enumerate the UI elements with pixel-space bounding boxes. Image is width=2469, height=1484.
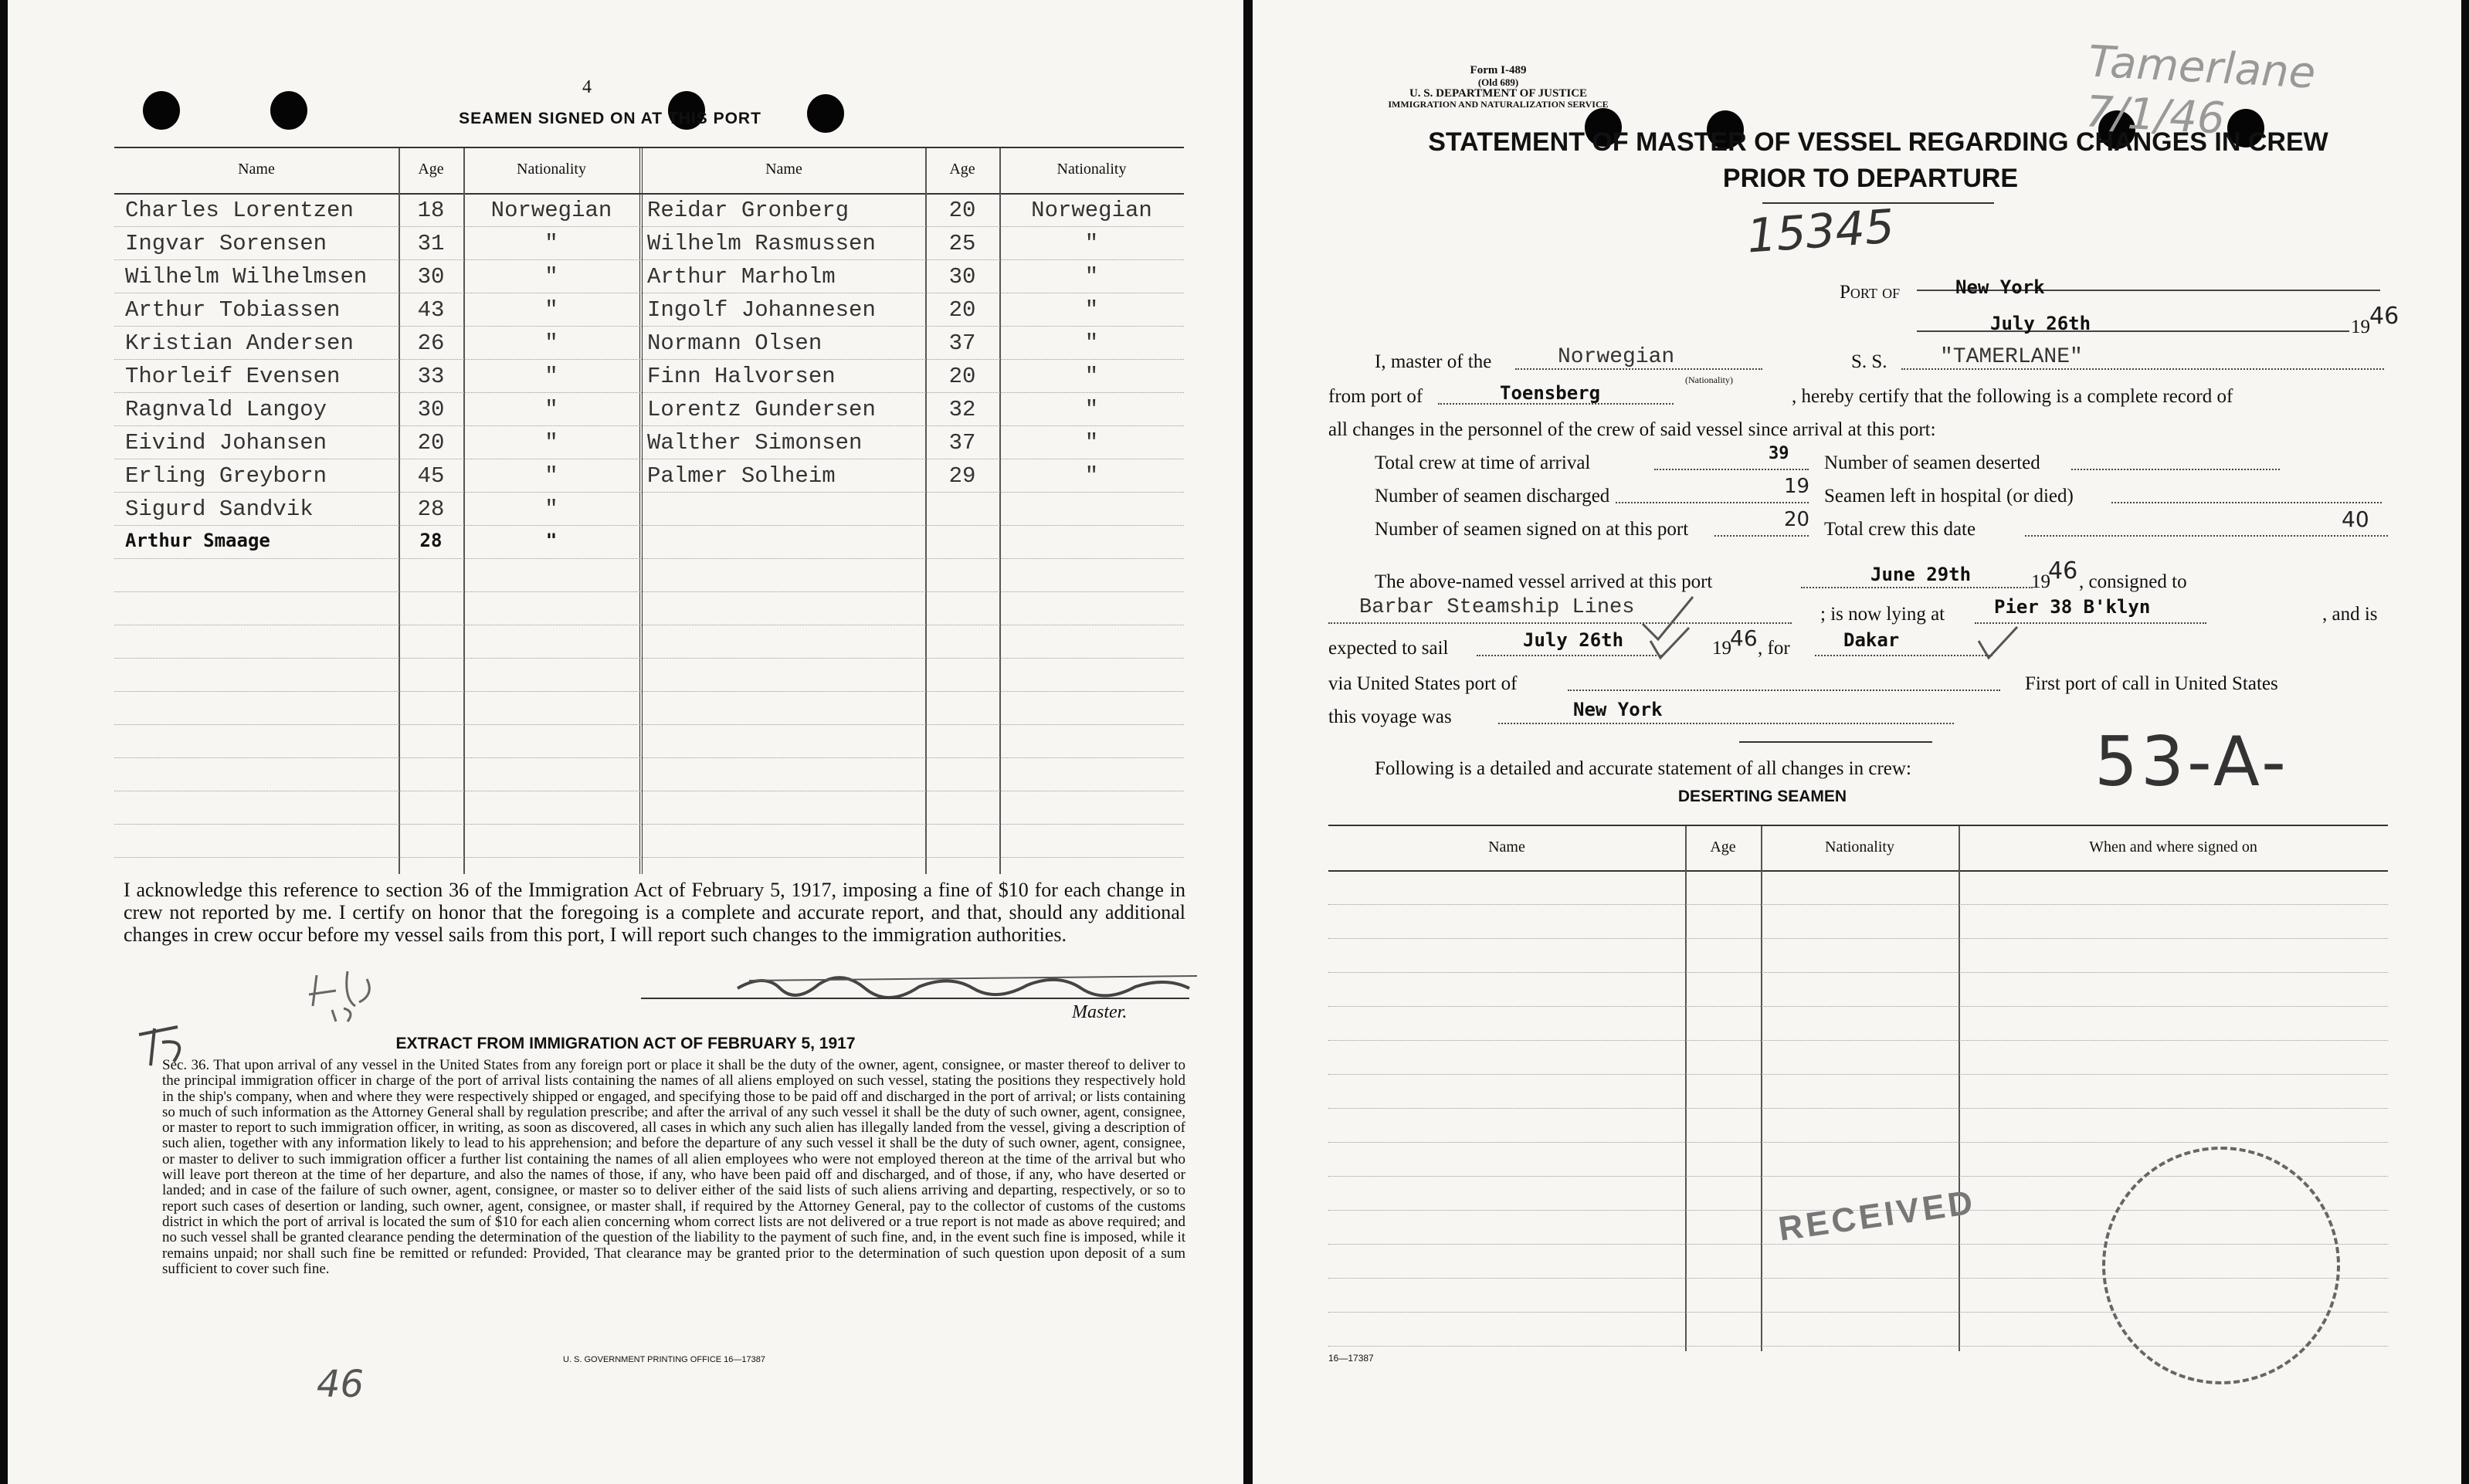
divider	[1959, 826, 1960, 1351]
form-subtitle: PRIOR TO DEPARTURE	[1722, 164, 2019, 193]
row-divider	[114, 326, 1184, 327]
seaman-nationality: "	[544, 397, 558, 422]
seaman-age: 33	[417, 364, 445, 389]
seaman-age: 30	[417, 264, 445, 290]
row-divider	[1328, 904, 2388, 905]
arrived-year-prefix: 19	[2031, 571, 2050, 592]
row-divider	[114, 591, 1184, 592]
extract-text: Sec. 36. That upon arrival of any vessel in the United States from any foreign port or place it shall be the duty of the owner, agent, consignee, or master thereof to deliver to the principal immigration officer in charge of the port of arrival lists containing the names of all aliens employed on such vessel, stating the positions they respectively hold in the ship's company, when and where they were respectively shipped or engaged, and specifying those to be paid off and discharged in the port of arrival; or lists containing so much of such information as the Attorney General shall by regulation prescribe; and after the arrival of any such vessel it shall be the duty of such owner, agent, consignee, or master to report to such immigration officer, in writing, as soon as discovered, all cases in which any such alien has illegally landed from the vessel, giving a description of such alien, together with any information likely to lead to his apprehension; and before the departure of any such vessel it shall be the duty of such owner, agent, consignee, or master to deliver to such immigration officer a further list containing the names of all alien employees who were not employed thereon at the time of the arrival but who will leave port thereon at the time of her departure, and also the names of those, if any, who have been paid off and discharged, and of those, if any, who have deserted or landed; and in case of the failure of such owner, agent, consignee, or master so to deliver either of the said lists of such aliens arriving and departing, respectively, or so to report such cases of desertion or landing, such owner, agent, consignee, or master shall, if required by the Attorney General, pay to the collector of customs of the customs district in which the port of arrival is located the sum of $10 for each alien concerning whom correct lists are not delivered or a true report is not made as above required; and no such vessel shall be granted clearance pending the determination of the question of the liability to the payment of such fine, and, in the event such fine is imposed, while it remains unpaid; nor shall such fine be remitted or refunded: Provided, That clearance may be granted prior to the determination of such question upon deposit of a sum sufficient to cover such fine.	[162, 1057, 1185, 1277]
punch-hole	[270, 91, 307, 130]
seaman-age: 28	[419, 530, 443, 551]
from-port-value: Toensberg	[1500, 382, 1601, 404]
seaman-age: 20	[417, 430, 445, 456]
nationality-caption: (Nationality)	[1685, 374, 1733, 385]
col-header-age: Age	[949, 161, 975, 178]
form-old-number: (Old 689)	[1477, 76, 1519, 88]
divider	[999, 148, 1001, 874]
seaman-age: 26	[417, 330, 445, 356]
row-divider	[114, 658, 1184, 659]
divider	[1761, 826, 1762, 1351]
page-title: SEAMEN SIGNED ON AT THIS PORT	[459, 110, 761, 127]
seaman-name: Charles Lorentzen	[125, 198, 354, 223]
lying-value: Pier 38 B'klyn	[1994, 596, 2151, 618]
leader	[2071, 469, 2280, 470]
col-header-nationality: Nationality	[517, 161, 586, 178]
voyage-value: New York	[1573, 699, 1663, 720]
extract-title: EXTRACT FROM IMMIGRATION ACT OF FEBRUARY 5, 1917	[395, 1035, 856, 1052]
row-divider	[1328, 1040, 2388, 1041]
for-label: , for	[1758, 638, 1790, 659]
handwritten-corner: Tamerlane 7/1/46	[2084, 36, 2317, 144]
discharged-label: Number of seamen discharged	[1375, 486, 1610, 507]
certify-text: , hereby certify that the following is a complete record of	[1792, 386, 2233, 407]
row-divider	[1328, 1006, 2388, 1007]
consignee: Barbar Steamship Lines	[1359, 596, 1635, 619]
seaman-age: 37	[948, 430, 976, 456]
seaman-name: Thorleif Evensen	[125, 364, 341, 389]
seaman-name: Ingvar Sorensen	[125, 231, 327, 256]
row-divider	[114, 724, 1184, 725]
seaman-age: 30	[417, 397, 445, 422]
stamp-text: RECEIVED	[1775, 1183, 1979, 1249]
total-crew-arrival-label: Total crew at time of arrival	[1375, 452, 1591, 473]
date-year: 46	[2369, 303, 2399, 330]
handwritten-code: 53-A-	[2094, 722, 2289, 801]
master-label: Master.	[1072, 1002, 1128, 1022]
seaman-nationality: "	[545, 530, 558, 551]
row-divider	[1328, 1142, 2388, 1143]
total-crew-date-value: 40	[2342, 507, 2369, 532]
seaman-nationality: "	[544, 297, 558, 323]
master-of-label: I, master of the	[1375, 351, 1492, 372]
row-divider	[1328, 972, 2388, 973]
seaman-age: 20	[948, 364, 976, 389]
seaman-age: 37	[948, 330, 976, 356]
first-port-label: First port of call in United States	[2025, 673, 2278, 694]
seaman-age: 25	[948, 231, 976, 256]
seaman-age: 32	[948, 397, 976, 422]
seaman-name: Erling Greyborn	[125, 463, 327, 489]
seaman-age: 45	[417, 463, 445, 489]
seaman-nationality: Norwegian	[1031, 198, 1152, 223]
check-mark	[1647, 625, 1693, 664]
discharged-value: 19	[1784, 475, 1810, 498]
seaman-nationality: "	[1084, 297, 1099, 323]
service: IMMIGRATION AND NATURALIZATION SERVICE	[1388, 99, 1609, 110]
handwritten-bottom: 46	[317, 1363, 365, 1406]
col-header-when-where: When and where signed on	[2089, 839, 2257, 856]
arrived-year: 46	[2048, 557, 2078, 584]
following-text: Following is a detailed and accurate statement of all changes in crew:	[1375, 758, 1911, 779]
leader	[1654, 469, 1809, 470]
ship-name: "TAMERLANE"	[1940, 345, 2083, 369]
seaman-nationality: "	[544, 463, 558, 489]
row-divider	[114, 558, 1184, 559]
row-divider	[114, 824, 1184, 825]
section-rule	[1739, 741, 1932, 743]
seaman-age: 18	[417, 198, 445, 223]
master-signature	[734, 965, 1228, 1011]
seaman-name: Walther Simonsen	[647, 430, 863, 456]
seaman-nationality: Norwegian	[490, 198, 612, 223]
row-divider	[114, 857, 1184, 858]
row-divider	[114, 259, 1184, 260]
handwritten-initials	[301, 964, 394, 1025]
all-changes-text: all changes in the personnel of the crew of said vessel since arrival at this port:	[1328, 419, 1936, 440]
seaman-name: Eivind Johansen	[125, 430, 327, 456]
printing-office: U. S. GOVERNMENT PRINTING OFFICE 16—17387	[562, 1355, 766, 1364]
and-is-text: , and is	[2322, 604, 2378, 625]
handwritten-number: 15345	[1745, 199, 1897, 264]
seaman-age: 31	[417, 231, 445, 256]
seaman-name: Wilhelm Rasmussen	[647, 231, 876, 256]
seaman-nationality: "	[1084, 264, 1099, 290]
destination-line	[1815, 655, 1992, 656]
sail-year: 46	[1730, 625, 1758, 651]
signed-on-value: 20	[1784, 508, 1810, 531]
port-value: New York	[1955, 276, 2045, 298]
seaman-name: Arthur Tobiassen	[125, 297, 341, 323]
divider	[925, 148, 927, 874]
leader	[1714, 535, 1809, 537]
seaman-age: 20	[948, 198, 976, 223]
seaman-age: 43	[417, 297, 445, 323]
signed-on-label: Number of seamen signed on at this port	[1375, 519, 1689, 540]
seaman-name: Arthur Smaage	[125, 530, 270, 551]
acknowledgement-text: I acknowledge this reference to section 36 of the Immigration Act of February 5, 1917, imposing a fine of $10 for each change in crew not reported by me. I certify on honor that the foregoing is a complete and accurate report, and that, should any additional changes in crew occur before my vessel sails from this port, I will report such changes to the immigration authorities.	[124, 879, 1185, 946]
consigned-text: , consigned to	[2079, 571, 2187, 592]
date-value: July 26th	[1990, 313, 2091, 334]
row-divider	[114, 691, 1184, 692]
from-port-label: from port of	[1328, 386, 1423, 407]
via-label: via United States port of	[1328, 673, 1518, 694]
seaman-nationality: "	[544, 330, 558, 356]
via-line	[1568, 689, 2000, 691]
seaman-name: Palmer Solheim	[647, 463, 836, 489]
row-divider	[114, 525, 1184, 526]
sail-date: July 26th	[1523, 629, 1624, 651]
seaman-nationality: "	[544, 264, 558, 290]
row-divider	[1328, 1108, 2388, 1109]
seaman-age: 29	[948, 463, 976, 489]
form-number: Form I-489	[1470, 64, 1527, 76]
date-line	[1917, 330, 2349, 332]
row-divider	[114, 492, 1184, 493]
row-divider	[1328, 938, 2388, 939]
seaman-age: 30	[948, 264, 976, 290]
seaman-name: Sigurd Sandvik	[125, 496, 314, 522]
seaman-nationality: "	[1084, 430, 1099, 456]
seaman-nationality: "	[1084, 231, 1099, 256]
row-divider	[114, 359, 1184, 360]
check-mark	[1975, 624, 2021, 662]
seaman-nationality: "	[1084, 330, 1099, 356]
seaman-name: Reidar Gronberg	[647, 198, 850, 223]
row-divider	[114, 425, 1184, 426]
sail-year-prefix: 19	[1712, 638, 1731, 659]
port-label: Port of	[1840, 282, 1901, 303]
seaman-name: Ingolf Johannesen	[647, 297, 876, 323]
seaman-name: Wilhelm Wilhelmsen	[125, 264, 368, 290]
left-page	[8, 0, 1243, 1484]
deserted-label: Number of seamen deserted	[1824, 452, 2040, 473]
date-year-prefix: 19	[2351, 317, 2370, 337]
page-number: 4	[582, 77, 592, 97]
seaman-name: Lorentz Gundersen	[647, 397, 876, 422]
ss-label: S. S.	[1851, 351, 1887, 372]
col-header-name: Name	[238, 161, 275, 178]
seaman-name: Arthur Marholm	[647, 264, 836, 290]
seaman-nationality: "	[544, 496, 558, 522]
punch-hole	[143, 91, 180, 130]
expected-label: expected to sail	[1328, 638, 1449, 659]
signed-on-table	[114, 147, 1184, 874]
sail-date-line	[1477, 655, 1662, 656]
row-divider	[114, 392, 1184, 393]
total-crew-arrival-value: 39	[1769, 444, 1789, 463]
seaman-nationality: "	[1084, 397, 1099, 422]
arrived-text: The above-named vessel arrived at this port	[1375, 571, 1713, 592]
signature-line	[641, 998, 1189, 999]
seaman-age: 20	[948, 297, 976, 323]
col-header-name: Name	[765, 161, 802, 178]
seaman-nationality: "	[544, 364, 558, 389]
arrived-date: June 29th	[1870, 564, 1972, 585]
deserting-title: DESERTING SEAMEN	[1677, 788, 1847, 805]
col-header-name: Name	[1488, 839, 1525, 856]
seaman-nationality: "	[1084, 463, 1099, 489]
leader	[1616, 502, 1809, 503]
leader	[2111, 502, 2382, 503]
destination: Dakar	[1843, 629, 1900, 651]
arrival-line	[1801, 587, 2033, 588]
form-title: STATEMENT OF MASTER OF VESSEL REGARDING CHANGES IN CREW	[1428, 127, 2328, 157]
consignee-line	[1328, 622, 1792, 624]
row-divider	[114, 757, 1184, 758]
voyage-label: this voyage was	[1328, 706, 1452, 727]
seaman-nationality: "	[1084, 364, 1099, 389]
seaman-nationality: "	[544, 231, 558, 256]
divider	[639, 148, 643, 874]
received-stamp	[2102, 1147, 2340, 1384]
seaman-name: Kristian Andersen	[125, 330, 354, 356]
seaman-name: Normann Olsen	[647, 330, 822, 356]
seaman-age: 28	[417, 496, 445, 522]
leader	[2025, 535, 2388, 537]
nationality-value: Norwegian	[1558, 345, 1675, 369]
row-divider	[1328, 1074, 2388, 1075]
department: U. S. DEPARTMENT OF JUSTICE	[1409, 87, 1588, 100]
lying-text: ; is now lying at	[1820, 604, 1945, 625]
col-header-nationality: Nationality	[1825, 839, 1894, 856]
seaman-name: Finn Halvorsen	[647, 364, 836, 389]
footer-code: 16—17387	[1328, 1353, 1374, 1364]
voyage-line	[1498, 723, 1954, 724]
right-page	[1253, 0, 2461, 1484]
divider	[1685, 826, 1687, 1351]
seaman-nationality: "	[544, 430, 558, 456]
hospital-label: Seamen left in hospital (or died)	[1824, 486, 2074, 507]
total-crew-date-label: Total crew this date	[1824, 519, 1976, 540]
row-divider	[114, 226, 1184, 227]
col-header-age: Age	[418, 161, 444, 178]
seaman-name: Ragnvald Langoy	[125, 397, 327, 422]
col-header-nationality: Nationality	[1056, 161, 1127, 178]
col-header-age: Age	[1710, 839, 1736, 856]
